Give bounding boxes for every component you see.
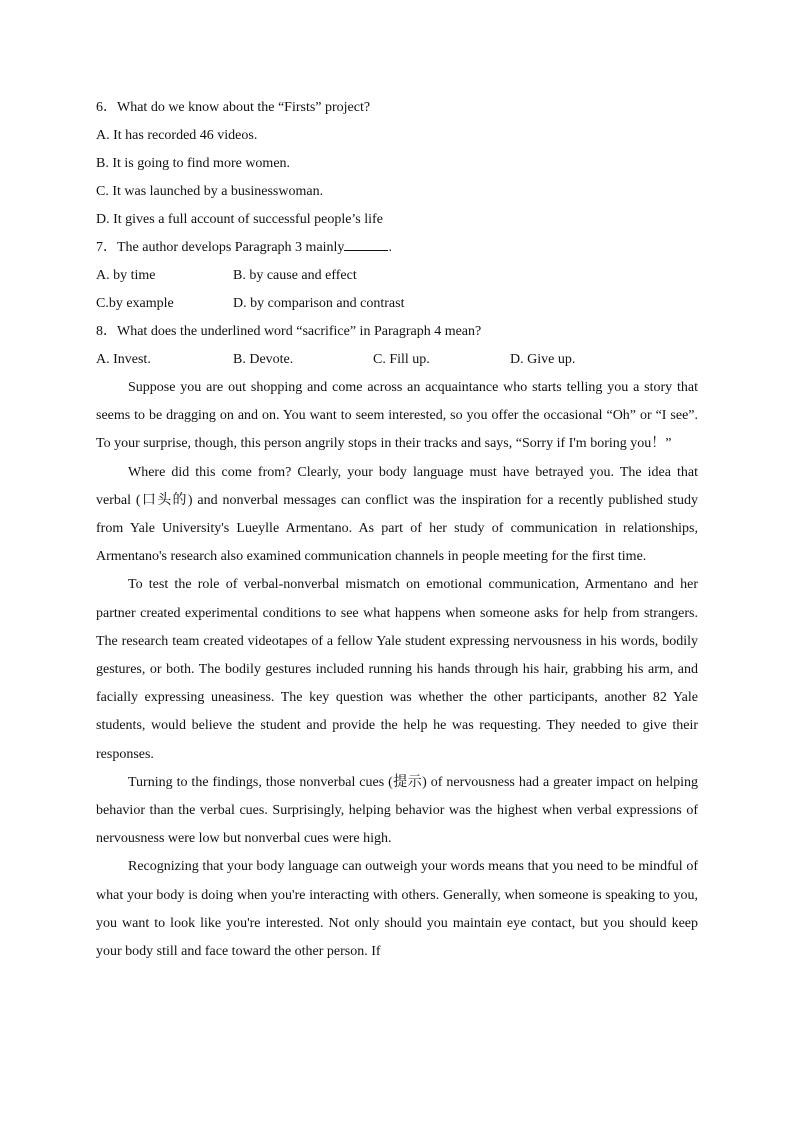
passage-paragraph-1: Suppose you are out shopping and come across an acquaintance who starts telling you a story that seems to be dragging on and on. You want to seem interested, so you offer the occasional “Oh” or “I see”. To your surprise, though, this person angrily stops in their tracks and says, “Sorry if I'm boring you！” [96,380,698,452]
passage-paragraph-5: Recognizing that your body language can outweigh your words means that you need to be mindful of what your body is doing when you're interacting with others. Generally, when someone is speaking to you, you want to look like you're interested. Not only should you maintain eye contact, but you should keep your body still and face toward the other person. If [96,859,698,960]
question-7-options-row-2 [96,290,698,318]
question-7-option-c: C.by example [96,296,174,311]
answer-blank [344,235,388,251]
passage-paragraph-3: To test the role of verbal-nonverbal mismatch on emotional communication, Armentano and her partner created experimental conditions to see what happens when someone asks for help from strangers. The research team created videotapes of a fellow Yale student expressing nervousness in his words, bodily gestures, or both. The bodily gestures included running his hands through his hair, grabbing his arm, and facially expressing uneasiness. The key question was whether the other participants, another 82 Yale students, would believe the student and provide the help he was requesting. They needed to give their responses. [96,577,698,762]
question-6-option-c: C. It was launched by a businesswoman. [96,184,324,199]
question-7-stem-text: 7．The author develops Paragraph 3 mainly [96,240,345,255]
question-6-option-a: A. It has recorded 46 videos. [96,128,258,143]
question-6-stem: 6．What do we know about the “Firsts” project? [96,100,371,115]
question-7-stem [96,234,698,262]
question-8-options-row [96,346,698,374]
document-page [96,94,698,966]
question-7-option-d: D. by comparison and contrast [233,296,405,311]
question-7-stem-end: . [388,240,392,255]
question-8-option-b: B. Devote. [233,352,294,367]
passage-paragraph-4: Turning to the findings, those nonverbal cues (提示) of nervousness had a greater impact on helping behavior than the verbal cues. Surprisingly, helping behavior was the highest when verbal expressions of nervousness were low but nonverbal cues were high. [96,774,698,847]
question-7-option-b: B. by cause and effect [233,268,357,283]
question-8-stem: 8．What does the underlined word “sacrifice” in Paragraph 4 mean? [96,324,482,339]
question-6-option-b: B. It is going to find more women. [96,156,291,171]
question-6-option-d: D. It gives a full account of successful people’s life [96,212,383,227]
passage-paragraph-2: Where did this come from? Clearly, your body language must have betrayed you. The idea that verbal (口头的) and nonverbal messages can conflict was the inspiration for a recently published study from Yale University's Lueylle Armentano. As part of her study of communication in relationships, Armentano's research also examined communication channels in people meeting for the first time. [96,464,698,565]
question-8-option-a: A. Invest. [96,352,151,367]
question-7-options-row-1 [96,262,698,290]
question-8-option-c: C. Fill up. [373,352,430,367]
question-8-option-d: D. Give up. [510,352,576,367]
question-7-option-a: A. by time [96,268,156,283]
